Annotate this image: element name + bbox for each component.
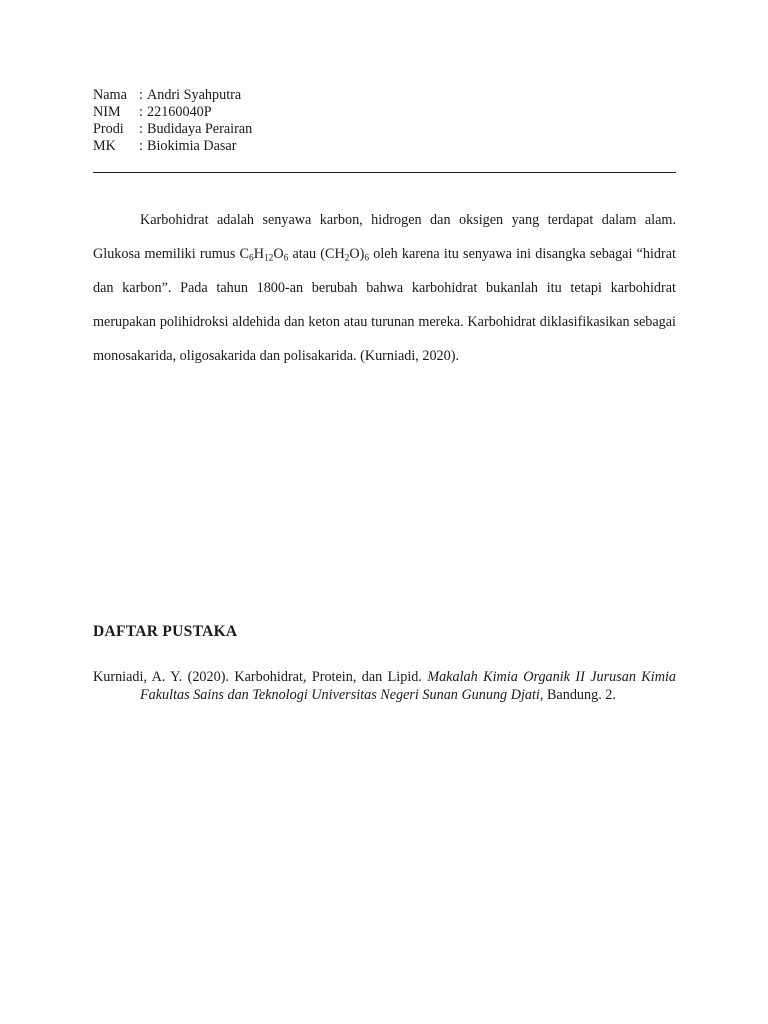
reference-source: Makalah Kimia Organik II Jurusan Kimia Fakultas Sains dan Teknologi Universitas Negeri Sunan Gunung Djati (140, 669, 676, 703)
info-row-mk (93, 138, 676, 155)
info-separator: : (139, 87, 143, 103)
formula-subscript: 6 (364, 253, 370, 264)
reference-tail: , Bandung. 2. (539, 687, 616, 703)
body-paragraph-container (93, 203, 676, 373)
info-label: NIM (93, 104, 121, 120)
body-text-segment: Karbohidrat adalah senyawa karbon, hidrogen dan oksigen yang terdapat dalam alam. Glukosa memiliki rumus C (93, 212, 676, 262)
body-text-segment: O (273, 246, 284, 262)
info-separator: : (139, 104, 143, 120)
info-label: Nama (93, 87, 127, 103)
info-label: MK (93, 138, 116, 154)
info-separator: : (139, 121, 143, 137)
info-value: Biokimia Dasar (147, 138, 237, 154)
info-row-nim (93, 104, 676, 121)
student-info-block (93, 87, 676, 155)
info-value: Andri Syahputra (147, 87, 242, 103)
reference-authors-title: Kurniadi, A. Y. (2020). Karbohidrat, Protein, dan Lipid. (93, 669, 428, 685)
info-row-prodi (93, 121, 676, 138)
body-text-segment: oleh karena itu senyawa ini disangka sebagai “hidrat dan karbon”. Pada tahun 1800-an berubah bahwa karbohidrat bukanlah itu tetapi karbohidrat merupakan polihidroksi aldehida dan keton atau turunan mereka. Karbohidrat diklasifikasikan sebagai monosakarida, oligosakarida dan polisakarida. (Kurniadi, 2020). (93, 246, 676, 364)
reference-entry (93, 668, 676, 704)
formula-subscript: 6 (249, 253, 254, 264)
info-label: Prodi (93, 121, 124, 137)
references-heading: DAFTAR PUSTAKA (93, 623, 238, 640)
info-value: Budidaya Perairan (147, 121, 253, 137)
formula-subscript: 2 (344, 253, 350, 264)
info-row-name (93, 87, 676, 104)
body-paragraph (93, 203, 676, 373)
body-text-segment: atau (CH (288, 246, 345, 262)
info-value: 22160040P (147, 104, 212, 120)
body-text-segment: H (253, 246, 264, 262)
formula-subscript: 12 (263, 253, 274, 264)
info-separator: : (139, 138, 143, 154)
body-text-segment: O) (349, 246, 365, 262)
header-divider (93, 172, 676, 173)
formula-subscript: 6 (283, 253, 289, 264)
